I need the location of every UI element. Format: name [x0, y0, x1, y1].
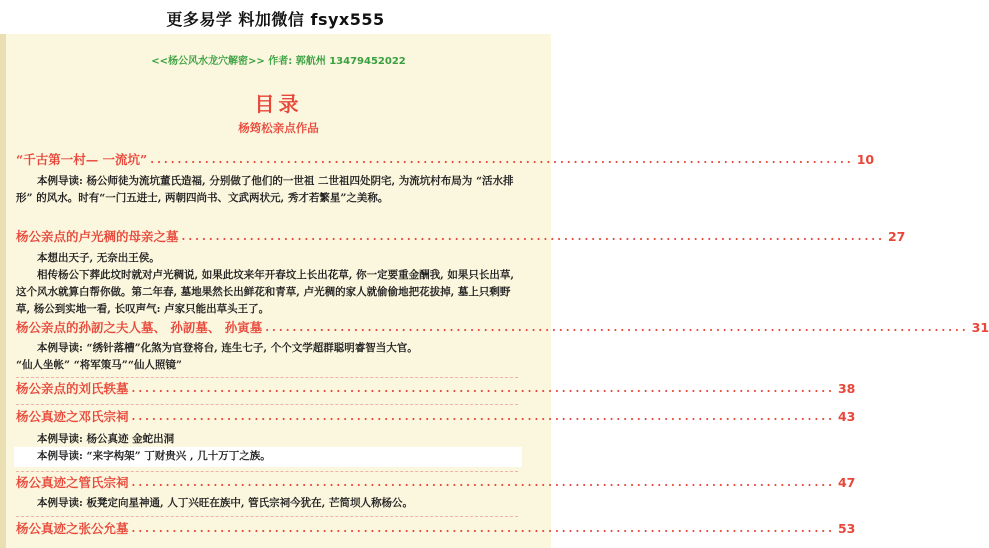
toc-page	[0, 34, 989, 548]
toc-leader-dots: .......................................................................................................	[131, 521, 835, 535]
toc-leader-dots: .......................................................................................................	[131, 409, 835, 423]
intro-text: 本想出天子, 无奈出王侯。	[37, 252, 160, 264]
toc-entry-title: 杨公亲点的卢光稠的母亲之墓	[16, 229, 179, 244]
intro-text: 本例导读: “来字构架” 丁财贵兴 , 几十万丁之族。	[37, 450, 271, 462]
intro-text: 相传杨公下葬此坟时就对卢光稠说, 如果此坟来年开春坟上长出花草, 你一定要重金酬我, 如果只长出草, 这个风水就算白帮你做。第二年春, 墓地果然长出鲜花和青草, 卢光稠的家人就偷偷地把花拔掉, 墓上只剩野草, 杨公到实地一看, 长叹声气: 卢家只能出草头王了。	[16, 269, 515, 315]
intro-text: 本例导读: 杨公真迹 金蛇出洞	[37, 433, 175, 445]
entry-intro	[16, 173, 518, 207]
intro-text: 本例导读: “绣针落槽”化煞为官登将台, 连生七子, 个个文学超群聪明睿智当大官。	[37, 342, 418, 354]
toc-entry-page: 10	[856, 151, 875, 167]
intro-text: 本例导读: 杨公师徒为流坑董氏造福, 分别做了他们的一世祖 二世祖四处阴宅, 为流坑村布局为 “活水排形” 的风水。时有“一门五进士, 两朝四尚书、文武两状元, 秀才若繁星”之美称。	[16, 175, 514, 204]
divider	[16, 404, 518, 405]
entry-intro	[16, 431, 518, 465]
divider	[16, 516, 518, 517]
toc-leader-dots: .......................................................................................................	[181, 229, 885, 243]
banner-text: 更多易学 料加微信 fsyx555	[166, 10, 385, 29]
divider	[16, 377, 518, 378]
toc-entry[interactable]	[16, 227, 906, 245]
toc-entry[interactable]	[16, 379, 856, 397]
toc-title: 目录	[254, 92, 303, 116]
toc-leader-dots: .......................................................................................................	[150, 152, 854, 166]
toc-entry[interactable]	[16, 318, 989, 336]
toc-entry[interactable]	[16, 519, 856, 537]
toc-entry-page: 47	[837, 474, 856, 490]
entry-intro	[16, 250, 518, 318]
toc-entry[interactable]	[16, 407, 856, 425]
toc-entry-page: 27	[887, 228, 906, 244]
toc-leader-dots: .......................................................................................................	[265, 320, 969, 334]
intro-text: 本例导读: 板凳定向星神通, 人丁兴旺在族中, 管氏宗祠今犹在, 芒简坝人称杨公。	[37, 497, 413, 509]
toc-entry-title: “千古第一村— 一流坑”	[16, 152, 148, 167]
toc-entry-page: 53	[837, 520, 856, 536]
toc-entry[interactable]	[16, 473, 856, 491]
toc-entry-title: 杨公真迹之管氏宗祠	[16, 475, 129, 490]
top-banner	[0, 0, 551, 34]
book-header: <<杨公风水龙穴解密>> 作者: 郭航州 13479452022	[151, 56, 406, 67]
entry-intro	[16, 495, 518, 512]
toc-entry-title: 杨公亲点的孙訒之夫人墓、 孙訒墓、 孙寅墓	[16, 320, 263, 335]
entry-intro	[16, 340, 518, 374]
toc-entry-page: 31	[971, 319, 989, 335]
toc-entry-page: 38	[837, 380, 856, 396]
toc-leader-dots: .......................................................................................................	[131, 475, 835, 489]
toc-entry-title: 杨公真迹之张公允墓	[16, 521, 129, 536]
intro-text: “仙人坐帐” “将军策马”“仙人照镜”	[16, 359, 182, 371]
toc-entry-title: 杨公亲点的刘氏轶墓	[16, 381, 129, 396]
toc-entry[interactable]	[16, 150, 875, 168]
divider	[16, 471, 518, 472]
toc-subtitle: 杨筠松亲点作品	[238, 121, 319, 135]
toc-entry-title: 杨公真迹之邓氏宗祠	[16, 409, 129, 424]
toc-leader-dots: .......................................................................................................	[131, 381, 835, 395]
toc-entry-page: 43	[837, 408, 856, 424]
